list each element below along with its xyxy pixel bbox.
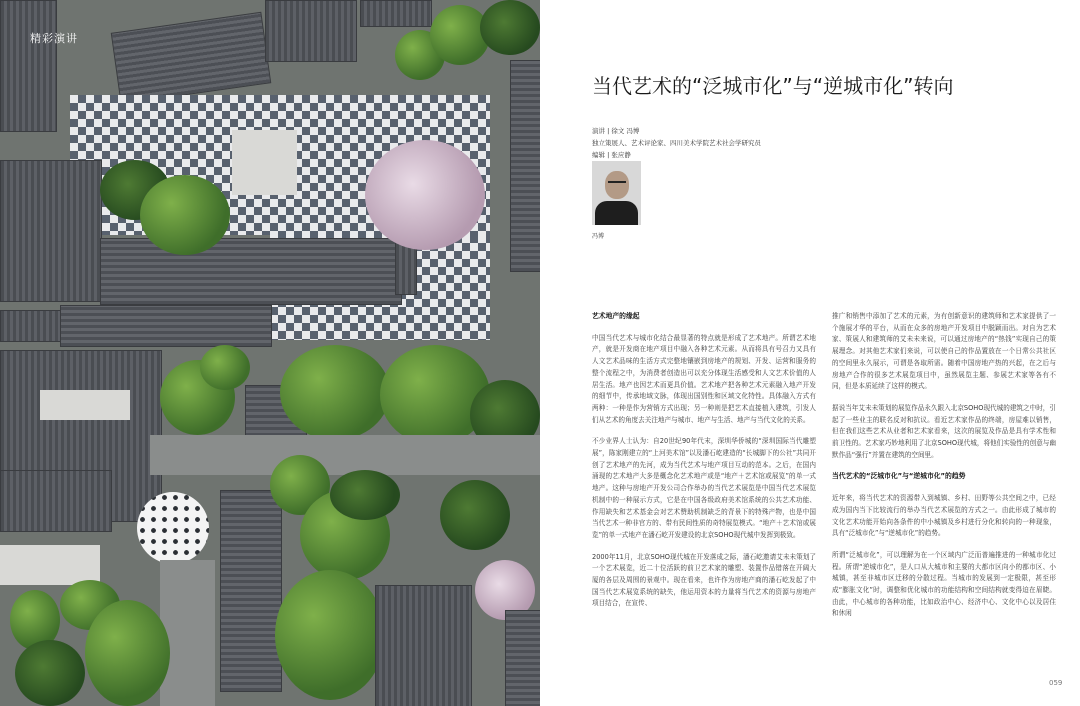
body-paragraph: 所谓“泛城市化”，可以理解为在一个区域内广泛而普遍推进的一种城市化过程。所谓“逆城市化”，是人口从大城市和主要的大都市区向小的都市区、小城镇，甚至非城市区迁移的分散过程。当城市的发展到一定极限，甚至形成“膨胀文化”时，调整和优化城市的功能结构和空间结构就变得迫在眉睫。由此，中心城市的各种功能，比如政治中心、经济中心、文化中心以及居住和休闲: [832, 550, 1056, 618]
portrait-caption: 冯博: [592, 233, 605, 240]
body-paragraph: 近年来，将当代艺术的资源带入到城镇、乡村、田野等公共空间之中，已经成为国内当下比较流行的举办当代艺术展览的方式之一。由此形成了城市的文化艺术功能开始向各条件的中小城镇及乡村进行分化和转向的一种现象，具有“泛城市化”与“逆城市化”的趋势。: [832, 494, 1056, 538]
meta-speaker: 演讲 | 徐文 冯博: [592, 127, 640, 135]
section-heading: 当代艺术的“泛城市化”与“逆城市化”的趋势: [832, 472, 966, 481]
body-paragraph: 推广和销售中添加了艺术的元素，为有创新意识的建筑师和艺术家提供了一个施展才华的平台，从而在众多的房地产开发项目中脱颖而出。对自为艺术家、策展人和建筑师的艾未未来说，可以通过房地产的“热钱”实现自己的策展理念。对其他艺术家们来说，可以使自己的作品置放在一个日常公共社区的空间里永久展示，可谓是各取所需。随着中国房地产热的兴起，在之后与房地产合作的很多艺术展览项目中，虽然展览主题、参展艺术家等各有不同，但是本质延续了这样的模式。: [832, 312, 1056, 391]
section-heading: 艺术地产的缘起: [592, 312, 640, 320]
body-paragraph: 不少业界人士认为：自20世纪90年代末，深圳华侨城的“深圳国际当代雕塑展”，陈家刚建立的“上河美术馆”以及潘石屹建造的“长城脚下的公社”共同开创了艺术地产的先河，成为当代艺术与地产项目互动的范本。之后，在国内涌现的艺术地产大多是概念化艺术地产或是“地产＋艺术馆或展览”的单一式地产。这种与房地产开发公司合作举办的当代艺术展览是中国当代艺术展览机制中的一种展示方式，它是在中国各级政府美术馆系统的公共艺术功能、作用缺失和艺术基金会对艺术赞助机制缺乏的背景下的特殊产物，也是中国当代艺术一种非官方的、带有民间性质的奇特展览模式。“地产＋艺术馆或展览”的单一式地产在潘石屹开发建设的北京SOHO现代城中发挥到极致。: [592, 437, 816, 539]
meta-affiliation: 独立策展人、艺术评论家、四川美术学院艺术社会学研究员: [592, 139, 761, 147]
meta-editor: 编辑 | 张应静: [592, 151, 631, 159]
section-label: 精彩演讲: [30, 32, 78, 45]
body-paragraph: 据说当年艾未未策划的展览作品永久跟入北京SOHO现代城的建筑之中时，引起了一些业主的联名反对和抗议。看近艺术家作品的终端，房屋难以销售，但在我们这些艺术从业者和艺术家看来，这次的展览及作品是具有学术性和前卫性的。艺术家巧妙地利用了北京SOHO现代城，将他们实验性的创意与幽默作品“强行”并置在建筑的空间里。: [832, 403, 1056, 459]
article-column-right: [832, 311, 1056, 630]
speaker-portrait: [592, 161, 641, 225]
article-title: 当代艺术的“泛城市化”与“逆城市化”转向: [592, 74, 954, 98]
page-number: 059: [1049, 679, 1063, 687]
body-paragraph: 2000年11月，北京SOHO现代城在开发落成之际，潘石屹邀请艾未未策划了一个艺术展览，近二十位活跃的前卫艺术家的雕塑、装置作品错落在开阔大厦的各层及周围的景观中。现在看来，也许作为房地产商的潘石屹发起了中国当代艺术展览系统的缺失，他运用资本的力量将当代艺术的资源与房地产项目结合，在宣传、: [592, 552, 816, 608]
article-column-left: [592, 311, 816, 620]
article-page: [540, 0, 1080, 706]
body-paragraph: 中国当代艺术与城市化结合最显著的特点就是形成了艺术地产。所谓艺术地产，就是开发商在地产项目中融入各种艺术元素。从而将具有号召力又具有人文艺术品味的生活方式完整地镶嵌到房地产的规划、开发、运营和服务的整个流程之中，为消费者创造出可以充分体现生活感受和人文艺术价值的人居生活。地产也因艺术而更具价值。艺术地产把各种艺术元素融入地产开发的细节中，传承地域文脉，体现出国别性和区域文化特性。具体融入方式有两种：一种是作为营销方式出现；另一种则是把艺术直接植入建筑，引发人们从艺术的角度去关注地产与城市、地产与生活、地产与当代文化的关系。: [592, 333, 816, 424]
